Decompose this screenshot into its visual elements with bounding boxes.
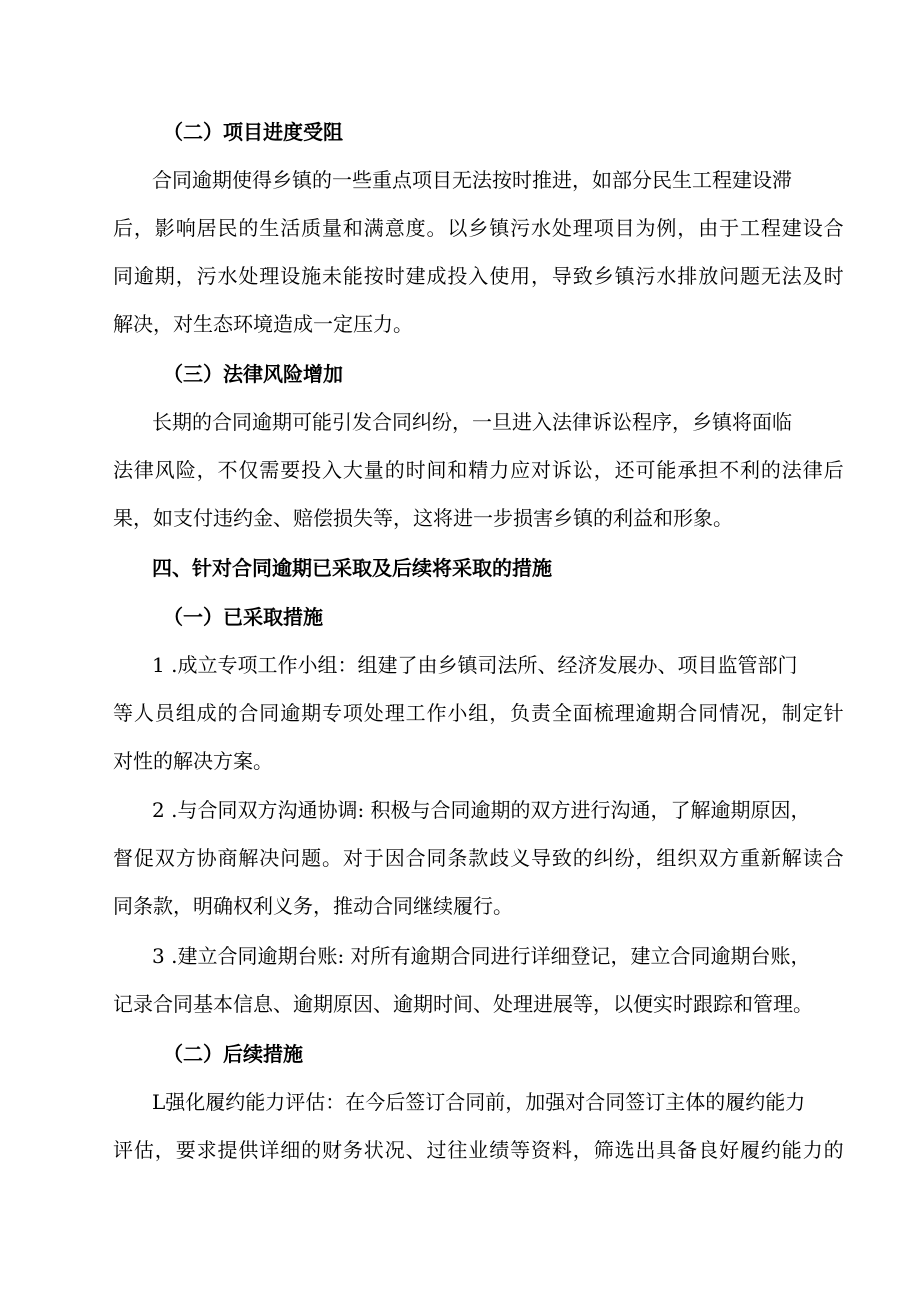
list-item-line: 督促双方协商解决问题。对于因合同条款歧义导致的纠纷，组织双方重新解读合 [113, 846, 845, 870]
paragraph-line: L强化履约能力评估：在今后签订合同前，加强对合同签订主体的履约能力 [152, 1090, 806, 1114]
section-heading-progress: （二）项目进度受阻 [163, 120, 343, 144]
paragraph-line: 法律风险，不仅需要投入大量的时间和精力应对诉讼，还可能承担不利的法律后 [113, 458, 845, 482]
section-heading-legal-risk: （三）法律风险增加 [163, 362, 343, 386]
paragraph-line: 长期的合同逾期可能引发合同纠纷，一旦进入法律诉讼程序，乡镇将面临 [152, 410, 792, 434]
list-item-line: 同条款，明确权利义务，推动合同继续履行。 [113, 894, 513, 918]
list-item-line: 3 .建立合同逾期台账: 对所有逾期合同进行详细登记，建立合同逾期台账， [152, 944, 811, 968]
paragraph-line: 同逾期，污水处理设施未能按时建成投入使用，导致乡镇污水排放问题无法及时 [113, 264, 845, 288]
paragraph-line: 评估，要求提供详细的财务状况、过往业绩等资料，筛选出具备良好履约能力的 [113, 1138, 845, 1162]
list-item-line: 记录合同基本信息、逾期原因、逾期时间、处理进展等，以便实时跟踪和管理。 [113, 992, 813, 1016]
paragraph-line: 后，影响居民的生活质量和满意度。以乡镇污水处理项目为例，由于工程建设合 [113, 216, 845, 240]
section-heading-followup: （二）后续措施 [163, 1042, 303, 1066]
paragraph-line: 合同逾期使得乡镇的一些重点项目无法按时推进，如部分民生工程建设滞 [152, 168, 792, 192]
section-heading-taken: （一）已采取措施 [163, 605, 323, 629]
list-item-line: 等人员组成的合同逾期专项处理工作小组，负责全面梳理逾期合同情况，制定针 [113, 701, 845, 725]
list-item-line: 2 .与合同双方沟通协调: 积极与合同逾期的双方进行沟通，了解逾期原因， [152, 798, 811, 822]
list-item-line: 1 .成立专项工作小组：组建了由乡镇司法所、经济发展办、项目监管部门 [152, 653, 798, 677]
chapter-heading: 四、针对合同逾期已采取及后续将采取的措施 [152, 556, 552, 580]
paragraph-line: 果，如支付违约金、赔偿损失等，这将进一步损害乡镇的利益和形象。 [113, 506, 733, 530]
list-item-line: 对性的解决方案。 [113, 749, 273, 773]
paragraph-line: 解决，对生态环境造成一定压力。 [113, 312, 413, 336]
